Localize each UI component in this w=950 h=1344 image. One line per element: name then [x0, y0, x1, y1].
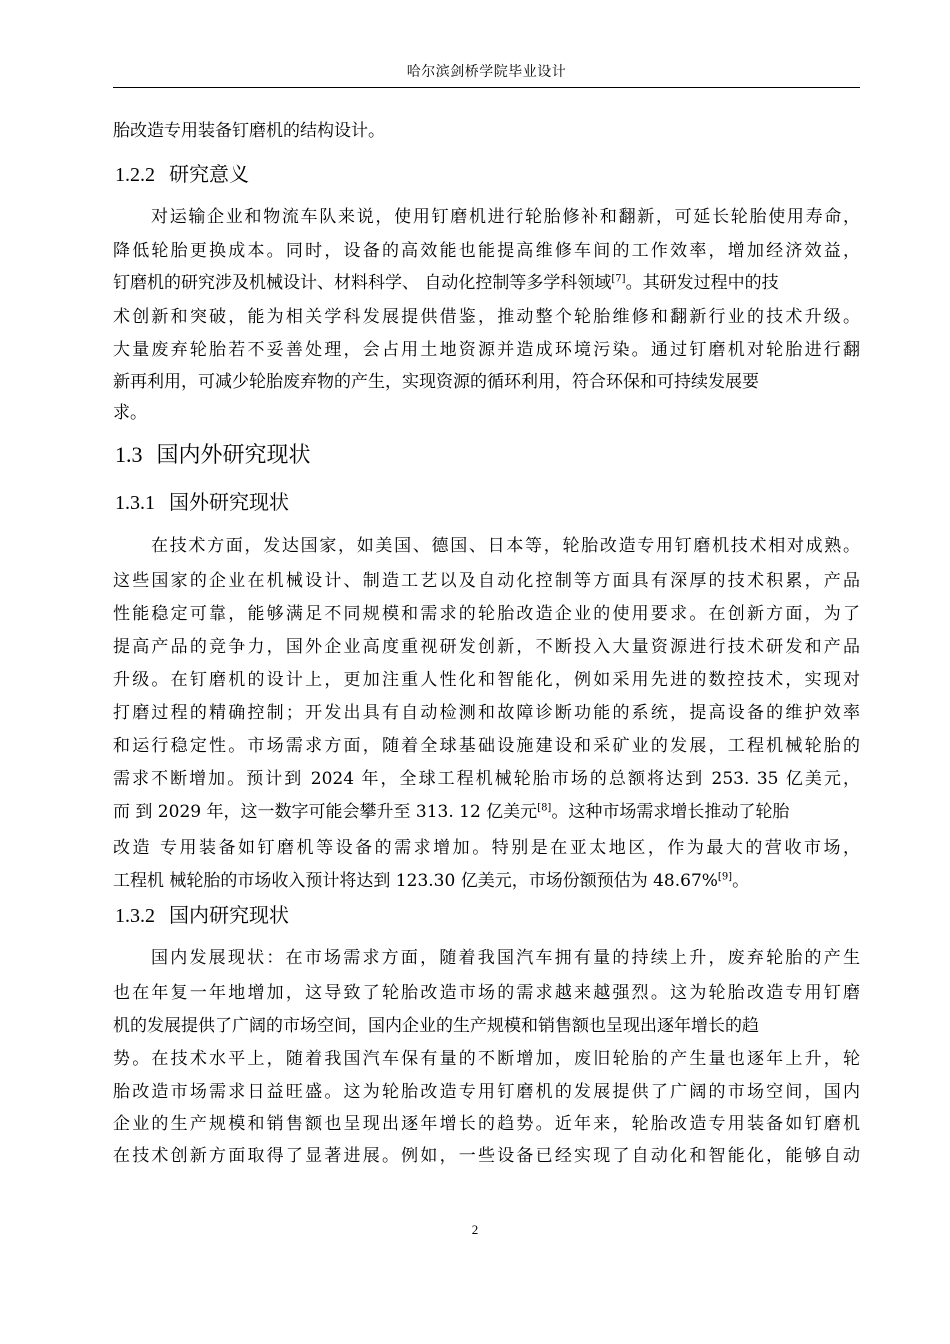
paragraph-text: 而 到 2029 年，这一数字可能会攀升至 313. 12 亿美元	[113, 802, 538, 822]
body-text-line: 新再利用，可减少轮胎废弃物的产生，实现资源的循环利用，符合环保和可持续发展要	[113, 372, 759, 392]
citation-ref: [9]	[717, 871, 733, 883]
body-text-line	[113, 945, 860, 971]
body-text-line: 势。在技术水平上，随着我国汽车保有量的不断增加，废旧轮胎的产生量也逐年上升，轮	[113, 1049, 860, 1069]
body-text-line: 胎改造市场需求日益旺盛。这为轮胎改造专用钉磨机的发展提供了广阔的市场空间，国内	[113, 1082, 860, 1102]
body-text-line	[113, 868, 749, 894]
section-title: 国内研究现状	[169, 903, 289, 927]
section-heading-1-3-1	[115, 488, 289, 517]
body-text-line	[113, 533, 860, 559]
section-title: 国外研究现状	[169, 490, 289, 514]
body-text-line: 提高产品的竞争力，国外企业高度重视研发创新，不断投入大量资源进行技术研发和产品	[113, 637, 860, 657]
section-heading-1-3-2	[115, 901, 289, 930]
section-number: 1.3.2	[115, 905, 155, 927]
body-text-line: 这些国家的企业在机械设计、制造工艺以及自动化控制等方面具有深厚的技术积累，产品	[113, 571, 860, 591]
header-divider	[113, 87, 860, 88]
body-text-line: 打磨过程的精确控制；开发出具有自动检测和故障诊断功能的系统，提高设备的维护效率	[113, 703, 860, 723]
body-text-line	[113, 270, 779, 296]
body-text-line: 改造 专用装备如钉磨机等设备的需求增加。特别是在亚太地区，作为最大的营收市场，	[113, 838, 860, 858]
paragraph-text: 在技术方面，发达国家，如美国、德国、日本等，轮胎改造专用钉磨机技术相对成熟。	[151, 536, 860, 556]
page-header: 哈尔滨剑桥学院毕业设计	[406, 64, 567, 80]
section-heading-1-3	[115, 440, 311, 471]
body-text-line: 术创新和突破，能为相关学科发展提供借鉴，推动整个轮胎维修和翻新行业的技术升级。	[113, 307, 860, 327]
paragraph-text: 。	[732, 871, 750, 891]
paragraph-text: 国内发展现状：在市场需求方面，随着我国汽车拥有量的持续上升，废弃轮胎的产生	[151, 948, 860, 968]
body-text-line: 和运行稳定性。市场需求方面，随着全球基础设施建设和采矿业的发展，工程机械轮胎的	[113, 736, 860, 756]
paragraph-text: 对运输企业和物流车队来说，使用钉磨机进行轮胎修补和翻新，可延长轮胎使用寿命，	[151, 207, 860, 227]
body-text-line: 在技术创新方面取得了显著进展。例如，一些设备已经实现了自动化和智能化，能够自动	[113, 1146, 860, 1166]
body-text-line	[113, 204, 860, 230]
section-number: 1.3.1	[115, 492, 155, 514]
section-heading-1-2-2	[115, 160, 249, 189]
body-text-line	[113, 799, 789, 825]
body-text-line: 需求不断增加。预计到 2024 年，全球工程机械轮胎市场的总额将达到 253. 35 亿美元，	[113, 769, 860, 789]
paragraph-text: 。这种市场需求增长推动了轮胎	[551, 802, 790, 822]
paragraph-text: 钉磨机的研究涉及机械设计、材料科学、 自动化控制等多学科领域	[113, 273, 612, 293]
paragraph-text: 。其研发过程中的技	[625, 273, 779, 293]
section-number: 1.2.2	[115, 164, 155, 186]
body-text-line: 降低轮胎更换成本。同时，设备的高效能也能提高维修车间的工作效率，增加经济效益，	[113, 241, 860, 261]
body-text-line: 升级。在钉磨机的设计上，更加注重人性化和智能化，例如采用先进的数控技术，实现对	[113, 670, 860, 690]
page-number: 2	[471, 1222, 479, 1237]
body-text-line: 性能稳定可靠，能够满足不同规模和需求的轮胎改造企业的使用要求。在创新方面，为了	[113, 604, 860, 624]
body-text-line: 机的发展提供了广阔的市场空间，国内企业的生产规模和销售额也呈现出逐年增长的趋	[113, 1016, 759, 1036]
body-text-line: 大量废弃轮胎若不妥善处理，会占用土地资源并造成环境污染。通过钉磨机对轮胎进行翻	[113, 340, 860, 360]
body-text-line: 胎改造专用装备钉磨机的结构设计。	[113, 121, 385, 141]
section-title: 研究意义	[169, 162, 249, 186]
paragraph-text: 工程机 械轮胎的市场收入预计将达到 123.30 亿美元，市场份额预估为 48.67%	[113, 871, 718, 891]
body-text-line: 企业的生产规模和销售额也呈现出逐年增长的趋势。近年来，轮胎改造专用装备如钉磨机	[113, 1114, 860, 1134]
section-title: 国内外研究现状	[156, 443, 311, 468]
citation-ref: [8]	[537, 802, 552, 814]
citation-ref: [7]	[611, 273, 626, 285]
section-number: 1.3	[115, 442, 143, 467]
body-text-line: 求。	[113, 403, 147, 423]
body-text-line: 也在年复一年地增加，这导致了轮胎改造市场的需求越来越强烈。这为轮胎改造专用钉磨	[113, 983, 860, 1003]
